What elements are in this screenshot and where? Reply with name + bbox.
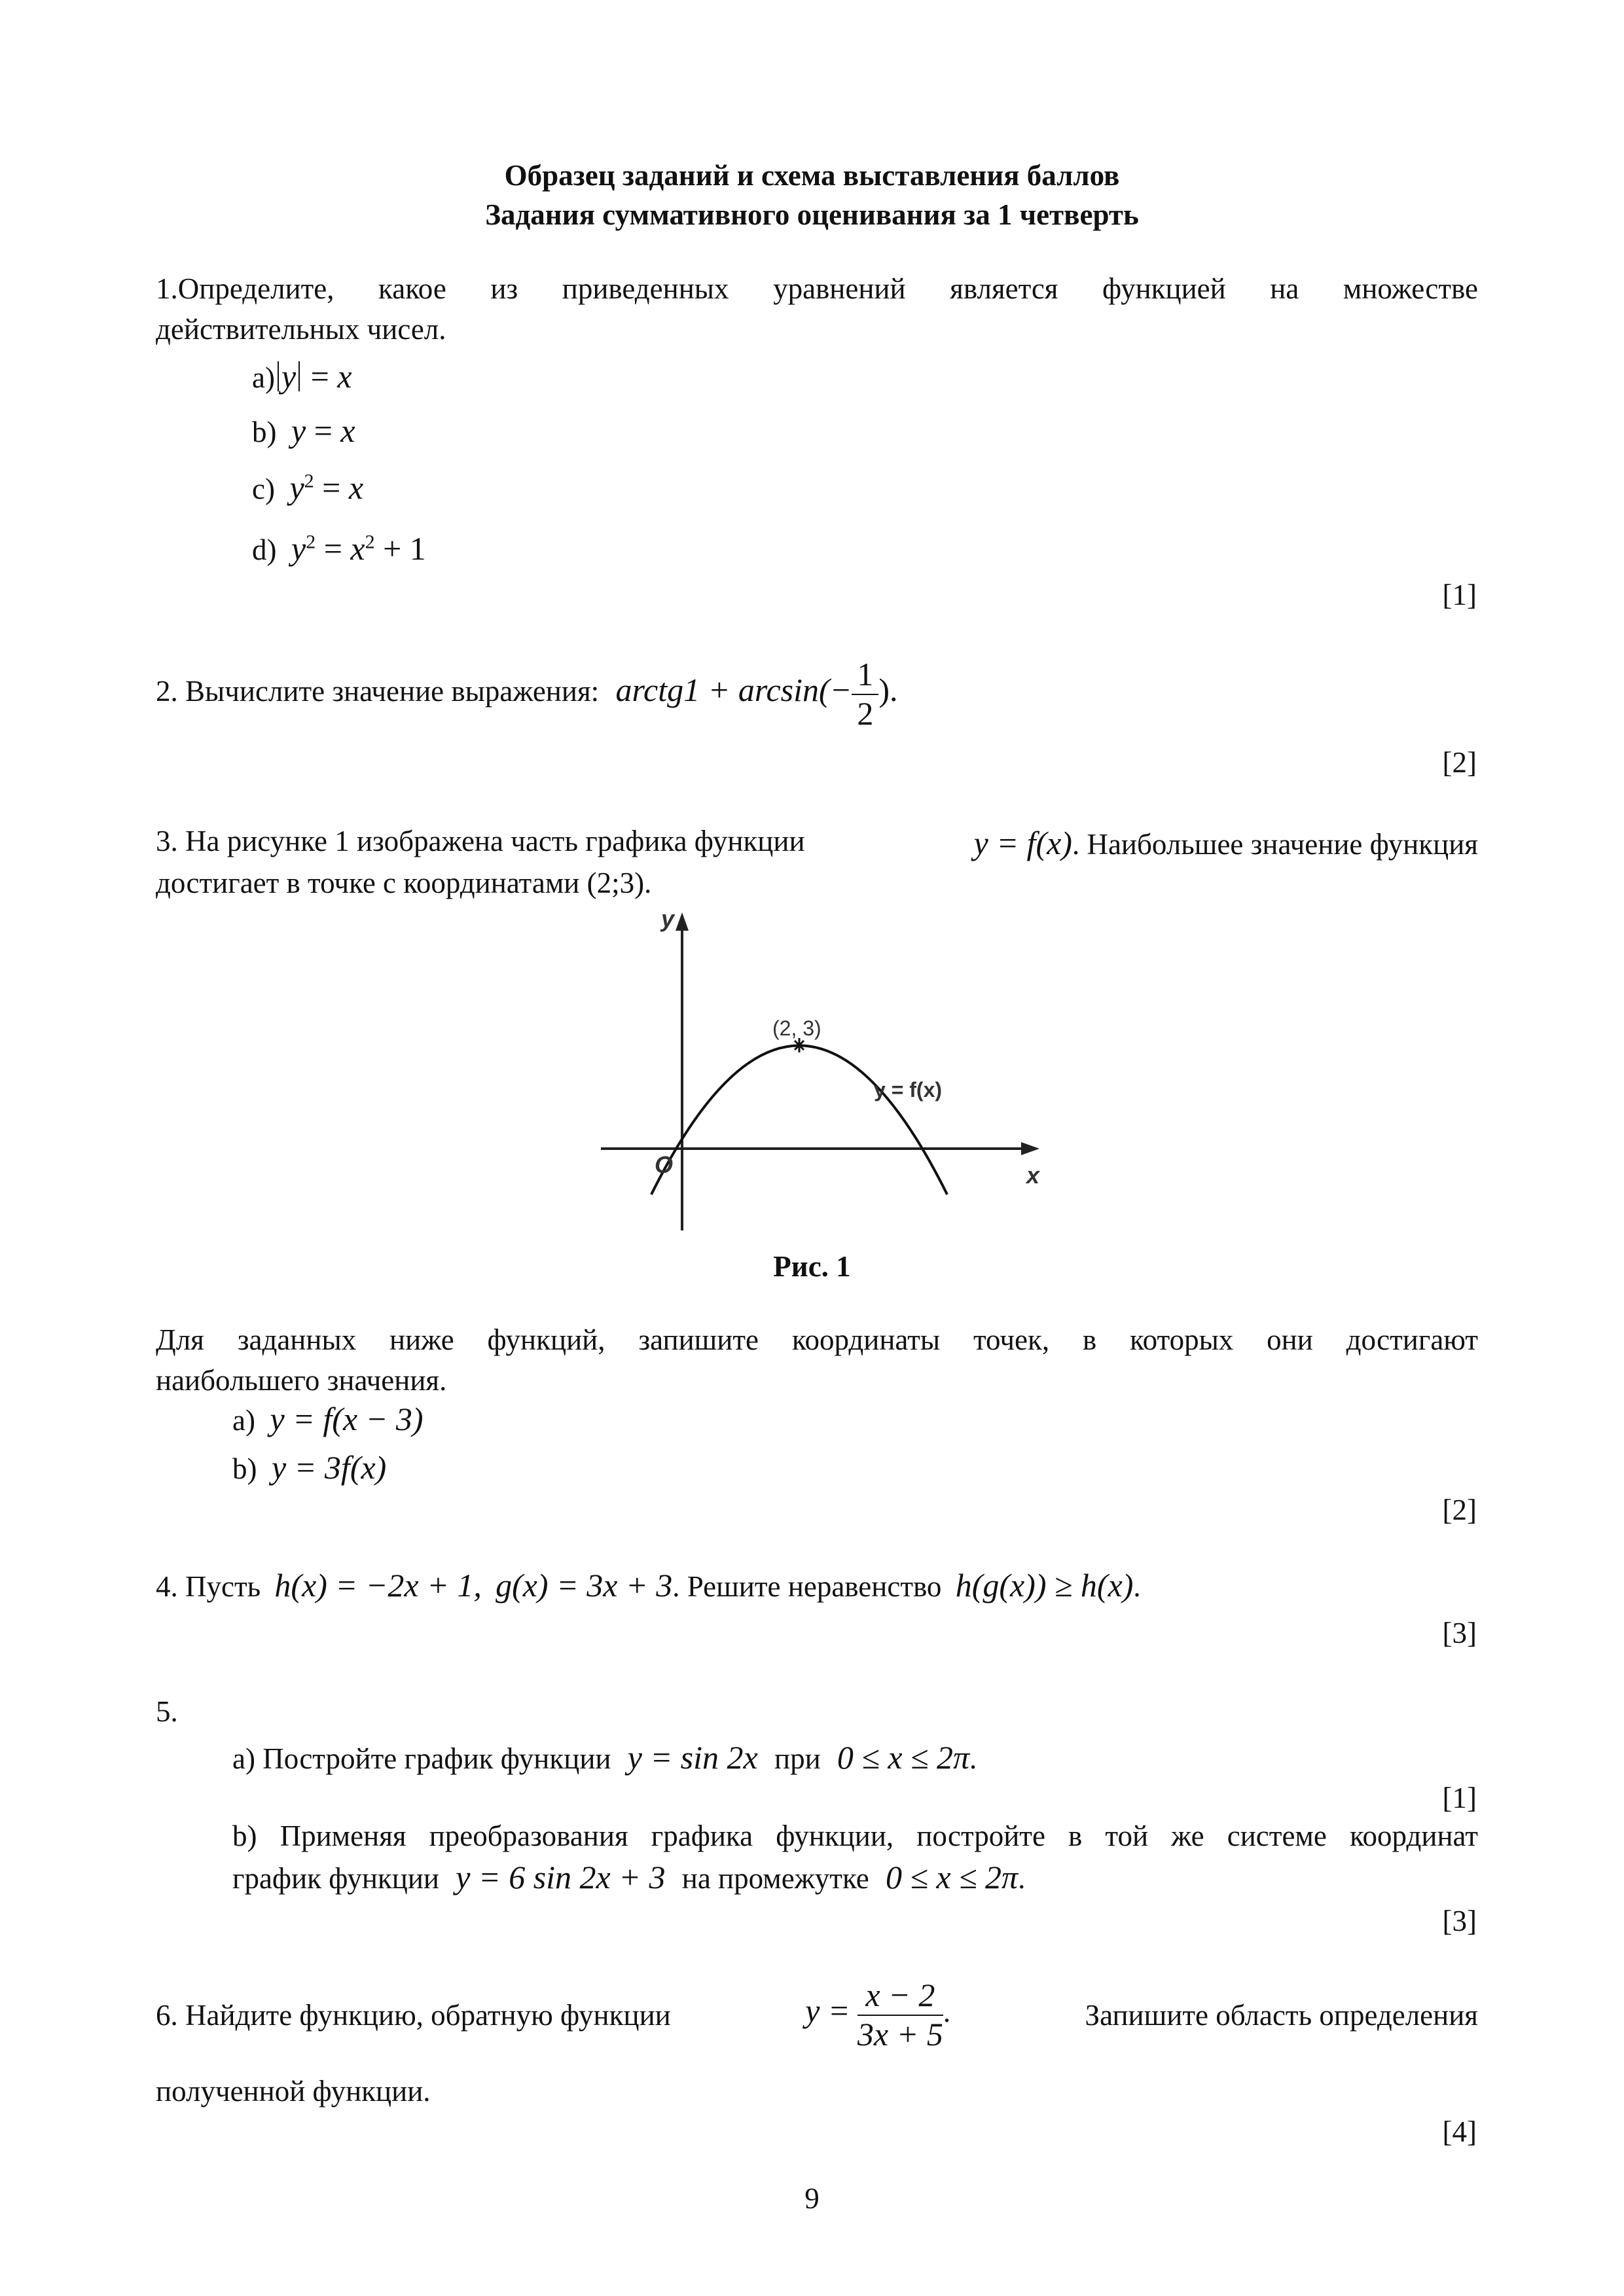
task4-g: g(x) = 3x + 3 bbox=[496, 1567, 673, 1604]
task5-b-line1: b) Применяя преобразования графика функции, постройте в той же системе координат bbox=[232, 1820, 1478, 1852]
option-label: d) bbox=[252, 533, 277, 566]
task2-expr-suffix: ). bbox=[878, 671, 898, 708]
task2-line bbox=[156, 656, 898, 732]
task6-line2: полученной функции. bbox=[156, 2075, 431, 2108]
task3-option-a: a) y = f(x − 3) bbox=[232, 1401, 424, 1437]
page-number: 9 bbox=[804, 2182, 820, 2215]
task2-expr-prefix: arctg1 + arcsin(− bbox=[615, 671, 852, 708]
task1-option-a: a) y = x bbox=[252, 358, 352, 395]
task2-fraction: $\frac{1}{2}$ bbox=[852, 656, 878, 732]
task5-a: a) Постройте график функции y = sin 2x при 0 ≤ x ≤ 2π. bbox=[232, 1739, 977, 1776]
origin-label: O bbox=[655, 1151, 674, 1178]
task5-number: 5. bbox=[156, 1695, 178, 1728]
task3-text2-line1: Для заданных ниже функций, запишите координаты точек, в которых они достигают bbox=[156, 1323, 1478, 1356]
figure-caption: Рис. 1 bbox=[773, 1250, 851, 1283]
function-curve bbox=[651, 1046, 947, 1195]
task6-fraction: $\frac{x - 2}{3x + 5}$ bbox=[857, 1977, 943, 2053]
task3-score: [2] bbox=[1442, 1494, 1477, 1526]
header-title: Образец заданий и схема выставления баллов bbox=[504, 159, 1120, 192]
task5-a-score: [1] bbox=[1442, 1782, 1477, 1814]
task1-option-c: c) $y^2 = x$ bbox=[252, 469, 364, 506]
task4-line: 4. Пусть h(x) = −2x + 1, g(x) = 3x + 3. Решите неравенство h(g(x)) ≥ h(x). bbox=[156, 1567, 1141, 1604]
task4-score: [3] bbox=[1442, 1617, 1477, 1649]
task1-option-b: b) y = x bbox=[252, 412, 355, 449]
task4-inequality: h(g(x)) ≥ h(x) bbox=[955, 1567, 1134, 1604]
x-axis-arrow-icon bbox=[1021, 1142, 1039, 1155]
option-label: b) bbox=[252, 416, 277, 448]
figure-graph bbox=[589, 903, 1087, 1244]
task2-score: [2] bbox=[1442, 746, 1477, 779]
task6-score: [4] bbox=[1442, 2115, 1477, 2148]
task5-b-line2: график функции y = 6 sin 2x + 3 на промежутке 0 ≤ x ≤ 2π. bbox=[232, 1859, 1026, 1895]
task3-text-line1: 3. На рисунке 1 изображена часть графика функции y = f(x). Наибольшее значение функция bbox=[156, 825, 1478, 861]
option-label: c) bbox=[252, 473, 275, 505]
task1-option-d: d) $y^2 = x^2 + 1$ bbox=[252, 530, 426, 567]
curve-label: y = f(x) bbox=[874, 1078, 943, 1102]
task6-line1: 6. Найдите функцию, обратную функции y = $\frac{x - 2}{3x + 5}$ . Запишите область определения bbox=[156, 1977, 1478, 2053]
y-axis-arrow-icon bbox=[676, 912, 689, 931]
option-label: a) bbox=[252, 361, 275, 394]
x-axis-label: x bbox=[1026, 1162, 1040, 1189]
task2-text: 2. Вычислите значение выражения: bbox=[156, 674, 600, 708]
task1-text-line1: 1.Определите, какое из приведенных уравнений является функцией на множестве bbox=[156, 272, 1478, 305]
task1-score: [1] bbox=[1442, 579, 1477, 611]
task3-option-b: b) y = 3f(x) bbox=[232, 1449, 387, 1486]
task3-text-line2: достигает в точке с координатами (2;3). bbox=[156, 867, 652, 899]
task4-h: h(x) = −2x + 1, bbox=[274, 1567, 482, 1604]
y-axis-label: y bbox=[661, 905, 675, 932]
point-label: (2, 3) bbox=[772, 1016, 821, 1040]
task5-b-score: [3] bbox=[1442, 1905, 1477, 1937]
header-subtitle: Задания суммативного оценивания за 1 четверть bbox=[485, 198, 1139, 231]
task1-text-line2: действительных чисел. bbox=[156, 313, 446, 346]
task3-text2-line2: наибольшего значения. bbox=[156, 1364, 447, 1397]
